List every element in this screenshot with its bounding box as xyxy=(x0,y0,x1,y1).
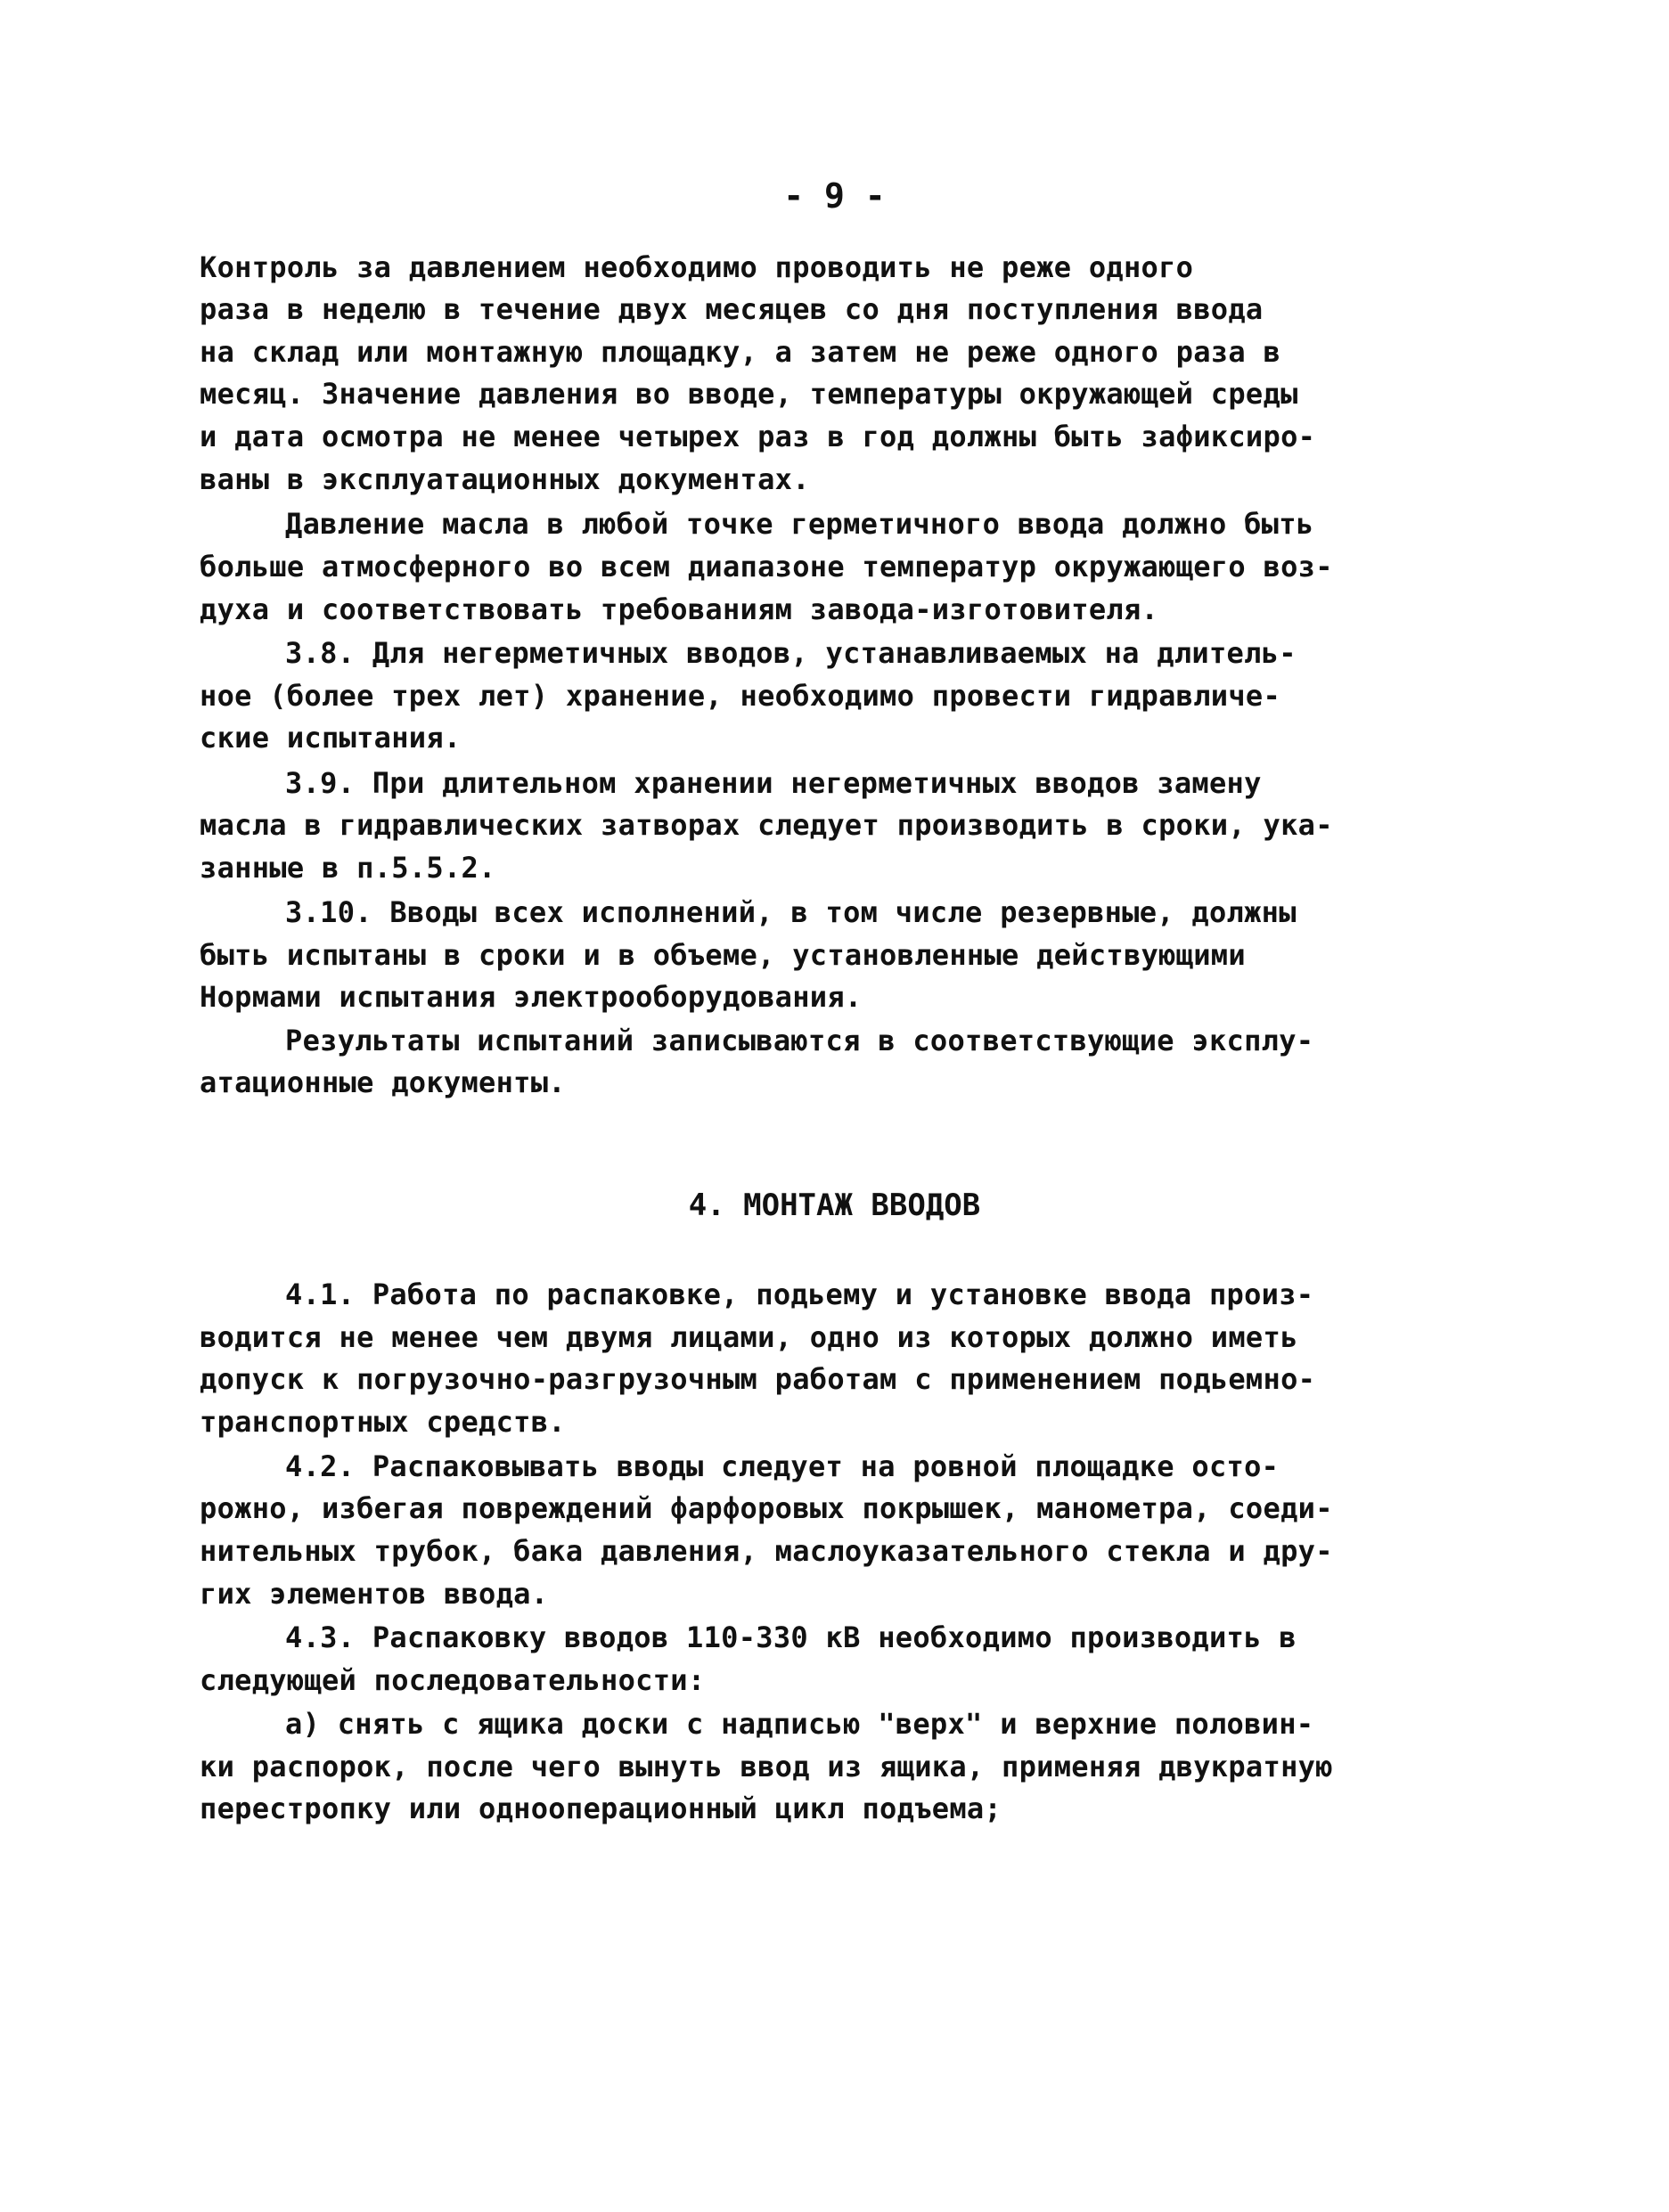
text-line: и дата осмотра не менее четырех раз в год должны быть зафиксиро- xyxy=(200,420,1316,453)
text-line: масла в гидравлических затворах следует производить в сроки, ука- xyxy=(200,808,1333,842)
text-line: перестропку или однооперационный цикл подъема; xyxy=(200,1792,1002,1825)
text-line: Контроль за давлением необходимо проводить не реже одного xyxy=(200,250,1194,284)
text-line: ваны в эксплуатационных документах. xyxy=(200,462,810,496)
text-line: Результаты испытаний записываются в соответствующие эксплу- xyxy=(285,1024,1314,1057)
text-line: ное (более трех лет) хранение, необходимо провести гидравличе- xyxy=(200,679,1281,713)
text-line: 3.9. При длительном хранении негерметичных вводов замену xyxy=(285,766,1262,800)
text-line: Давление масла в любой точке герметичного ввода должно быть xyxy=(285,507,1314,541)
text-line: транспортных средств. xyxy=(200,1405,566,1439)
text-line: Нормами испытания электрооборудования. xyxy=(200,980,863,1014)
text-line: месяц. Значение давления во вводе, температуры окружающей среды xyxy=(200,377,1298,411)
section-heading: 4. МОНТАЖ ВВОДОВ xyxy=(688,1188,981,1223)
text-line: быть испытаны в сроки и в объеме, установленные действующими xyxy=(200,938,1246,972)
text-line: а) снять с ящика доски с надписью "верх" и верхние половин- xyxy=(285,1707,1314,1741)
text-line: занные в п.5.5.2. xyxy=(200,851,496,885)
page-number: - 9 - xyxy=(783,176,886,216)
text-line: водится не менее чем двумя лицами, одно из которых должно иметь xyxy=(200,1320,1298,1354)
text-line: допуск к погрузочно-разгрузочным работам с применением подьемно- xyxy=(200,1362,1316,1396)
text-line: 4.2. Распаковывать вводы следует на ровной площадке осто- xyxy=(285,1449,1280,1483)
text-line: гих элементов ввода. xyxy=(200,1577,549,1611)
text-line: духа и соответствовать требованиям завода-изготовителя. xyxy=(200,592,1159,626)
text-line: рожно, избегая повреждений фарфоровых покрышек, манометра, соеди- xyxy=(200,1491,1333,1525)
text-line: больше атмосферного во всем диапазоне температур окружающего воз- xyxy=(200,550,1333,584)
text-line: ки распорок, после чего вынуть ввод из ящика, применяя двукратную xyxy=(200,1750,1333,1783)
text-line: атационные документы. xyxy=(200,1065,566,1099)
text-line: 4.3. Распаковку вводов 110-330 кВ необходимо производить в xyxy=(285,1620,1297,1654)
text-line: следующей последовательности: xyxy=(200,1663,706,1697)
text-line: ские испытания. xyxy=(200,721,462,755)
text-line: на склад или монтажную площадку, а затем не реже одного раза в xyxy=(200,335,1281,369)
text-line: 4.1. Работа по распаковке, подьему и установке ввода произ- xyxy=(285,1277,1314,1311)
text-line: нительных трубок, бака давления, маслоуказательного стекла и дру- xyxy=(200,1534,1333,1568)
text-line: 3.10. Вводы всех исполнений, в том числе резервные, должны xyxy=(285,895,1297,929)
text-line: 3.8. Для негерметичных вводов, устанавливаемых на длитель- xyxy=(285,636,1297,670)
text-line: раза в неделю в течение двух месяцев со дня поступления ввода xyxy=(200,292,1264,326)
